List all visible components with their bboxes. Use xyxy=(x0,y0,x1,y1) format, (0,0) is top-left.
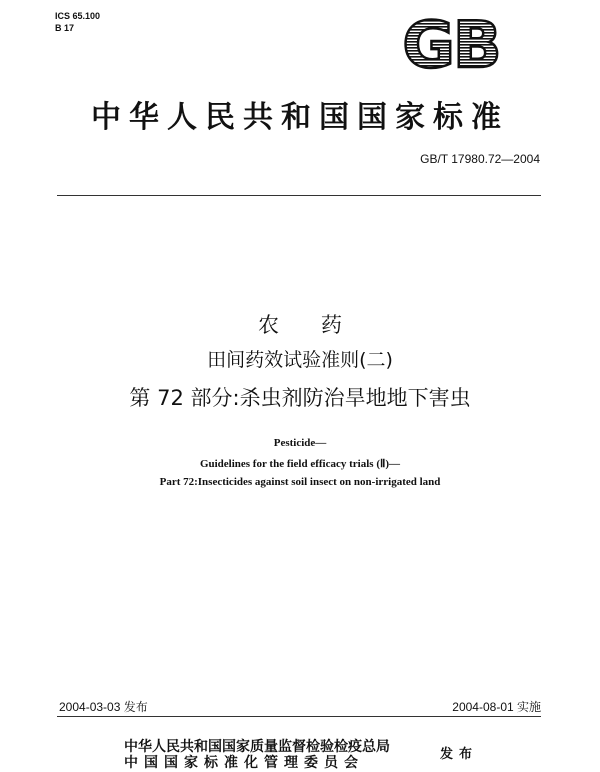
standard-title: 中华人民共和国国家标准 xyxy=(91,100,509,135)
ccs-code: B 17 xyxy=(55,23,75,33)
title-en-line-3: Part 72:Insecticides against soil insect on non-irrigated land xyxy=(159,476,441,488)
classification-codes xyxy=(55,10,100,34)
publisher-label: 发布 xyxy=(440,747,479,762)
standard-number: GB/T 17980.72—2004 xyxy=(420,152,540,166)
gb-logo xyxy=(388,14,514,74)
title-en-line-1: Pesticide— xyxy=(273,437,327,449)
publisher-line-2: 中国国家标准化管理委员会 xyxy=(124,755,364,771)
top-divider xyxy=(57,195,541,196)
issue-date: 2004-03-03 发布 xyxy=(59,700,148,714)
title-cn-line-1: 农 药 xyxy=(258,313,342,337)
implementation-date: 2004-08-01 实施 xyxy=(452,700,541,714)
gb-logo-text: GB xyxy=(402,14,500,74)
publisher-line-1: 中华人民共和国国家质量监督检验检疫总局 xyxy=(124,739,390,755)
ics-code: ICS 65.100 xyxy=(55,11,101,21)
title-cn-line-3: 第 72 部分:杀虫剂防治旱地地下害虫 xyxy=(129,386,471,410)
title-en-line-2: Guidelines for the field efficacy trials (Ⅱ)— xyxy=(199,458,401,470)
bottom-divider xyxy=(57,716,541,717)
title-cn-line-2: 田间药效试验准则(二) xyxy=(207,349,393,371)
